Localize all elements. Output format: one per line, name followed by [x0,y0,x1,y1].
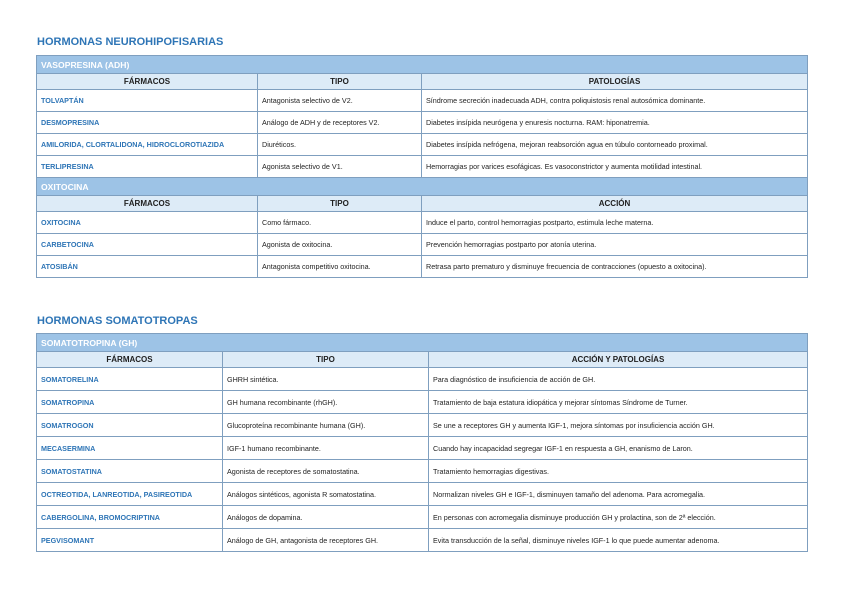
section-title-neurohipofisarias: HORMONAS NEUROHIPOFISARIAS [37,36,224,48]
drug-action: Tratamiento de baja estatura idiopática y mejorar síntomas Síndrome de Turner. [429,391,808,414]
drug-name: TOLVAPTÁN [37,90,258,112]
column-header-farmacos: FÁRMACOS [37,196,258,212]
drug-type: Antagonista selectivo de V2. [258,90,422,112]
drug-action: Tratamiento hemorragias digestivas. [429,460,808,483]
table-row [37,212,808,234]
drug-name: SOMATROPINA [37,391,223,414]
table-row [37,368,808,391]
table-row [37,483,808,506]
group-header-somatotropina: SOMATOTROPINA (GH) [37,334,808,352]
drug-name: SOMATORELINA [37,368,223,391]
table-row [37,414,808,437]
drug-action: Se une a receptores GH y aumenta IGF-1, mejora síntomas por insuficiencia acción GH. [429,414,808,437]
table-row [37,460,808,483]
table-row [37,234,808,256]
drug-pathology: Síndrome secreción inadecuada ADH, contra poliquistosis renal autosómica dominante. [422,90,808,112]
drug-type: Agonista selectivo de V1. [258,156,422,178]
column-header-tipo: TIPO [223,352,429,368]
group-header-oxitocina: OXITOCINA [37,178,808,196]
drug-name: MECASERMINA [37,437,223,460]
table-row [37,90,808,112]
drug-pathology: Diabetes insípida neurógena y enuresis nocturna. RAM: hiponatremia. [422,112,808,134]
drug-name: ATOSIBÁN [37,256,258,278]
table-row [37,437,808,460]
group-header-vasopresina: VASOPRESINA (ADH) [37,56,808,74]
drug-type: Análogo de ADH y de receptores V2. [258,112,422,134]
drug-type: Diuréticos. [258,134,422,156]
drug-type: Glucoproteína recombinante humana (GH). [223,414,429,437]
neurohipofisarias-table [36,55,808,278]
drug-action: Para diagnóstico de insuficiencia de acción de GH. [429,368,808,391]
column-header-accion: ACCIÓN [422,196,808,212]
drug-type: Análogos sintéticos, agonista R somatostatina. [223,483,429,506]
drug-type: GH humana recombinante (rhGH). [223,391,429,414]
table-row [37,529,808,552]
drug-type: Análogos de dopamina. [223,506,429,529]
table-row [37,256,808,278]
column-header-patologias: PATOLOGÍAS [422,74,808,90]
drug-name: CARBETOCINA [37,234,258,256]
section-title-somatotropas: HORMONAS SOMATOTROPAS [37,315,198,327]
column-header-accion-patologias: ACCIÓN Y PATOLOGÍAS [429,352,808,368]
vasopresina-group [37,56,808,178]
somatotropina-group [37,334,808,552]
table-row [37,156,808,178]
drug-name: OXITOCINA [37,212,258,234]
column-header-tipo: TIPO [258,196,422,212]
table-row [37,112,808,134]
drug-name: CABERGOLINA, BROMOCRIPTINA [37,506,223,529]
drug-type: Agonista de receptores de somatostatina. [223,460,429,483]
column-header-farmacos: FÁRMACOS [37,352,223,368]
drug-name: PEGVISOMANT [37,529,223,552]
drug-type: IGF-1 humano recombinante. [223,437,429,460]
drug-action: Induce el parto, control hemorragias postparto, estimula leche materna. [422,212,808,234]
drug-action: Evita transducción de la señal, disminuye niveles IGF-1 lo que puede aumentar adenoma. [429,529,808,552]
table-row [37,391,808,414]
table-row [37,134,808,156]
oxitocina-group [37,178,808,278]
drug-action: Cuando hay incapacidad segregar IGF-1 en respuesta a GH, enanismo de Laron. [429,437,808,460]
drug-action: Normalizan niveles GH e IGF-1, disminuyen tamaño del adenoma. Para acromegalia. [429,483,808,506]
drug-pathology: Diabetes insípida nefrógena, mejoran reabsorción agua en túbulo contorneado proximal. [422,134,808,156]
drug-type: Agonista de oxitocina. [258,234,422,256]
drug-type: Antagonista competitivo oxitocina. [258,256,422,278]
column-header-farmacos: FÁRMACOS [37,74,258,90]
drug-name: SOMATOSTATINA [37,460,223,483]
drug-type: GHRH sintética. [223,368,429,391]
somatotropas-table [36,333,808,552]
drug-pathology: Hemorragias por varices esofágicas. Es vasoconstrictor y aumenta motilidad intestinal. [422,156,808,178]
drug-name: SOMATROGON [37,414,223,437]
drug-name: AMILORIDA, CLORTALIDONA, HIDROCLOROTIAZIDA [37,134,258,156]
table-row [37,506,808,529]
drug-type: Análogo de GH, antagonista de receptores GH. [223,529,429,552]
drug-name: OCTREOTIDA, LANREOTIDA, PASIREOTIDA [37,483,223,506]
drug-action: En personas con acromegalia disminuye producción GH y prolactina, son de 2ª elección. [429,506,808,529]
drug-type: Como fármaco. [258,212,422,234]
column-header-tipo: TIPO [258,74,422,90]
drug-name: TERLIPRESINA [37,156,258,178]
drug-action: Prevención hemorragias postparto por atonía uterina. [422,234,808,256]
drug-name: DESMOPRESINA [37,112,258,134]
drug-action: Retrasa parto prematuro y disminuye frecuencia de contracciones (opuesto a oxitocina). [422,256,808,278]
